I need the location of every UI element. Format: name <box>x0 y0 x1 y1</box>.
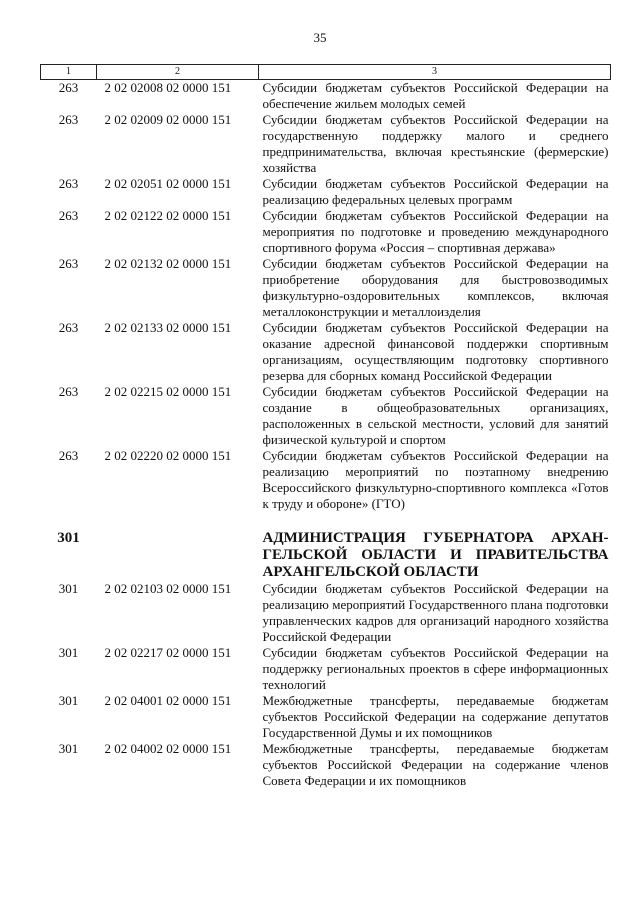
income-name: Межбюджетные трансферты, передаваемые бюджетам субъектов Российской Федерации на содержание членов Совета Федерации и их помощников <box>262 741 609 788</box>
income-code: 2 02 02215 02 0000 151 <box>104 384 232 399</box>
table-row <box>41 384 611 448</box>
income-name: Межбюджетные трансферты, передаваемые бюджетам субъектов Российской Федерации на содержание депутатов Государственной Думы и их помощников <box>262 693 609 740</box>
table-row <box>41 320 611 384</box>
section-header-row <box>41 530 611 581</box>
table-row <box>41 112 611 176</box>
income-name: Субсидии бюджетам субъектов Российской Федерации на оказание адресной финансовой поддержки спортивным организациям, осуществляющим подготовку спортивного резерва для сборных команд Российской Федерации <box>262 320 609 383</box>
table-row <box>41 80 611 113</box>
income-code: 2 02 02051 02 0000 151 <box>104 176 232 191</box>
chapter-code: 263 <box>58 256 79 271</box>
income-code: 2 02 02220 02 0000 151 <box>104 448 232 463</box>
income-name: Субсидии бюджетам субъектов Российской Федерации на создание в общеобразовательных организациях, расположенных в сельской местности, условий для занятий физической культурой и спортом <box>262 384 609 447</box>
table-row <box>41 693 611 741</box>
income-name: Субсидии бюджетам субъектов Российской Федерации на приобретение оборудования для быстровозводимых физкультурно-оздоровительных комплексов, включая металлоконструкции и металлоизделия <box>262 256 609 319</box>
chapter-code: 263 <box>58 80 79 95</box>
table-row <box>41 581 611 645</box>
chapter-code: 263 <box>58 176 79 191</box>
page-number: 35 <box>313 30 327 45</box>
income-name: Субсидии бюджетам субъектов Российской Федерации на реализацию федеральных целевых программ <box>262 176 609 207</box>
chapter-code: 263 <box>58 320 79 335</box>
income-name: Субсидии бюджетам субъектов Российской Федерации на мероприятия по подготовке и проведению международного спортивного форума «Россия – спортивная держава» <box>262 208 609 255</box>
table-row <box>41 741 611 789</box>
income-code: 2 02 02133 02 0000 151 <box>104 320 232 335</box>
column-header-3: 3 <box>259 65 611 80</box>
chapter-code: 301 <box>58 741 79 756</box>
income-name: Субсидии бюджетам субъектов Российской Федерации на реализацию мероприятий по поэтапному внедрению Всероссийского физкультурно-спортивного комплекса «Готов к труду и обороне» (ГТО) <box>262 448 609 511</box>
income-code: 2 02 02132 02 0000 151 <box>104 256 232 271</box>
section-chapter-code: 301 <box>57 530 80 546</box>
chapter-code: 301 <box>58 693 79 708</box>
chapter-code: 263 <box>58 112 79 127</box>
income-code: 2 02 04002 02 0000 151 <box>104 741 232 756</box>
table-row <box>41 448 611 512</box>
income-code: 2 02 02122 02 0000 151 <box>104 208 232 223</box>
section-empty-cell <box>97 530 259 581</box>
income-code: 2 02 02008 02 0000 151 <box>104 80 232 95</box>
chapter-code: 263 <box>58 384 79 399</box>
income-code: 2 02 04001 02 0000 151 <box>104 693 232 708</box>
income-code: 2 02 02009 02 0000 151 <box>104 112 232 127</box>
column-header-2: 2 <box>97 65 259 80</box>
table-row <box>41 208 611 256</box>
chapter-code: 301 <box>58 581 79 596</box>
income-name: Субсидии бюджетам субъектов Российской Федерации на государственную поддержку малого и среднего предпринимательства, включая крестьянские (фермерские) хозяйства <box>262 112 609 175</box>
income-name: Субсидии бюджетам субъектов Российской Федерации на обеспечение жильем молодых семей <box>262 80 609 111</box>
chapter-code: 301 <box>58 645 79 660</box>
row-spacer <box>41 512 611 530</box>
chapter-code: 263 <box>58 448 79 463</box>
income-code: 2 02 02103 02 0000 151 <box>104 581 232 596</box>
table-row <box>41 256 611 320</box>
table-row <box>41 645 611 693</box>
section-title: АДМИНИСТРАЦИЯ ГУБЕРНАТОРА АРХАН-ГЕЛЬСКОЙ ОБЛАСТИ И ПРАВИТЕЛЬСТВА АРХАНГЕЛЬСКОЙ ОБЛАСТИ <box>262 530 609 580</box>
column-number-header <box>41 65 611 80</box>
column-header-1: 1 <box>41 65 97 80</box>
income-codes-table <box>40 64 611 789</box>
chapter-code: 263 <box>58 208 79 223</box>
table-row <box>41 176 611 208</box>
income-name: Субсидии бюджетам субъектов Российской Федерации на поддержку региональных проектов в сфере информационных технологий <box>262 645 609 692</box>
income-name: Субсидии бюджетам субъектов Российской Федерации на реализацию мероприятий Государственного плана подготовки управленческих кадров для организаций народного хозяйства Российской Федерации <box>262 581 609 644</box>
income-code: 2 02 02217 02 0000 151 <box>104 645 232 660</box>
